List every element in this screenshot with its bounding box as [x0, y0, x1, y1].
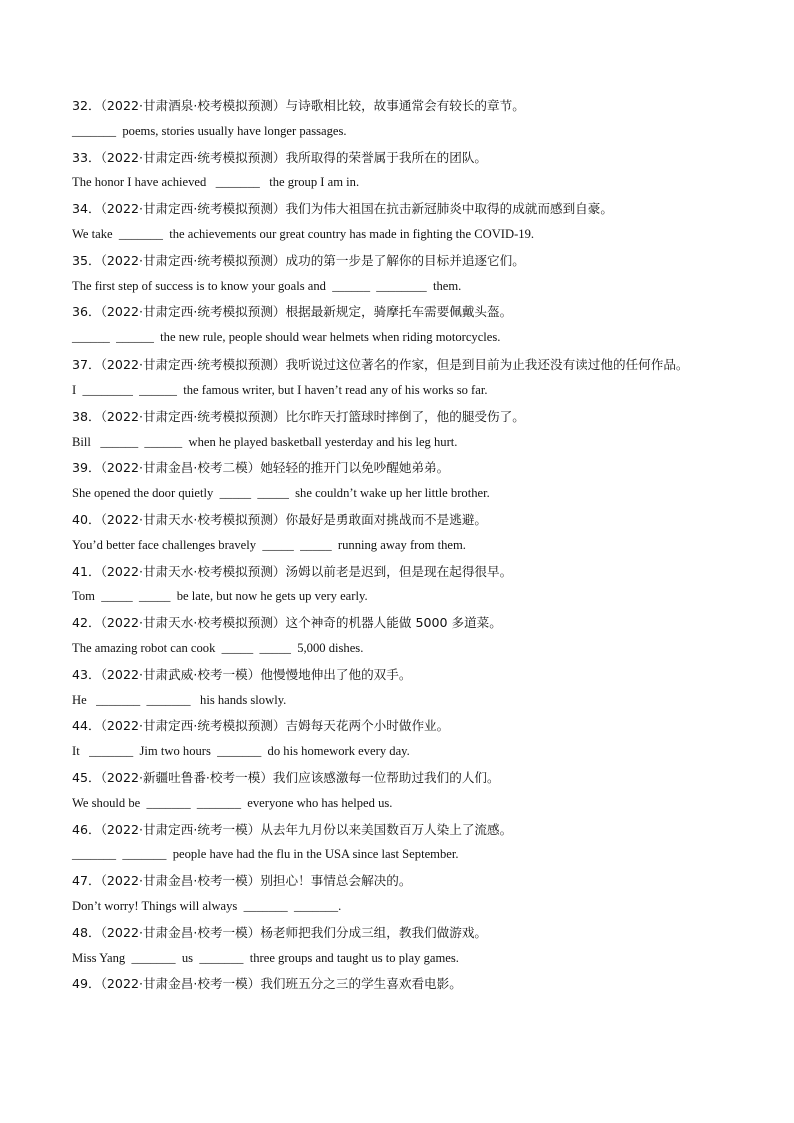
question-list — [72, 93, 728, 997]
question-43 — [72, 662, 728, 714]
question-chinese: 32．（2022·甘肃酒泉·校考模拟预测）与诗歌相比较，故事通常会有较长的章节。 — [72, 98, 525, 113]
question-chinese: 36．（2022·甘肃定西·统考模拟预测）根据最新规定，骑摩托车需要佩戴头盔。 — [72, 304, 513, 320]
question-32 — [72, 93, 728, 145]
question-chinese: 44．（2022·甘肃定西·统考模拟预测）吉姆每天花两个小时做作业。 — [72, 718, 450, 734]
question-38 — [72, 404, 728, 456]
question-english: The first step of success is to know your goals and ______ ________ them. — [72, 278, 462, 293]
question-chinese: 47．（2022·甘肃金昌·校考一模）别担心！事情总会解决的。 — [72, 873, 412, 889]
question-english: I ________ ______ the famous writer, but I haven’t read any of his works so far. — [72, 382, 488, 397]
question-42 — [72, 610, 728, 662]
question-english: Miss Yang _______ us _______ three groups and taught us to play games. — [72, 950, 459, 965]
question-english: ______ ______ the new rule, people should wear helmets when riding motorcycles. — [72, 330, 501, 345]
question-english: She opened the door quietly _____ _____ she couldn’t wake up her little brother. — [72, 486, 490, 501]
question-45 — [72, 765, 728, 817]
question-33 — [72, 145, 728, 197]
question-english: The amazing robot can cook _____ _____ 5,000 dishes. — [72, 640, 364, 655]
question-english: It _______ Jim two hours _______ do his homework every day. — [72, 744, 410, 759]
question-40 — [72, 507, 728, 559]
question-41 — [72, 559, 728, 611]
question-english: _______ _______ people have had the flu in the USA since last September. — [72, 847, 459, 862]
question-39 — [72, 455, 728, 507]
question-english: Don’t worry! Things will always _______ _______. — [72, 898, 342, 913]
question-chinese: 35．（2022·甘肃定西·统考模拟预测）成功的第一步是了解你的目标并追逐它们。 — [72, 252, 525, 268]
question-37 — [72, 351, 728, 404]
question-english: We should be _______ _______ everyone who has helped us. — [72, 795, 393, 810]
question-46 — [72, 817, 728, 869]
question-36 — [72, 299, 728, 351]
question-english: Tom _____ _____ be late, but now he gets up very early. — [72, 589, 368, 604]
question-chinese: 39．（2022·甘肃金昌·校考二模）她轻轻的推开门以免吵醒她弟弟。 — [72, 460, 450, 476]
question-48 — [72, 920, 728, 972]
question-chinese: 41．（2022·甘肃天水·校考模拟预测）汤姆以前老是迟到，但是现在起得很早。 — [72, 563, 513, 579]
question-chinese: 37．（2022·甘肃定西·统考模拟预测）我听说过这位著名的作家，但是到目前为止我还没有读过他的任何作品。 — [72, 356, 689, 372]
question-chinese: 46．（2022·甘肃定西·统考一模）从去年九月份以来美国数百万人染上了流感。 — [72, 821, 513, 837]
question-chinese: 43．（2022·甘肃武威·校考一模）他慢慢地伸出了他的双手。 — [72, 666, 412, 682]
question-chinese: 49．（2022·甘肃金昌·校考一模）我们班五分之三的学生喜欢看电影。 — [72, 976, 462, 992]
question-english: Bill ______ ______ when he played basketball yesterday and his leg hurt. — [72, 434, 458, 449]
question-english: You’d better face challenges bravely _____ _____ running away from them. — [72, 537, 466, 552]
question-chinese: 40．（2022·甘肃天水·校考模拟预测）你最好是勇敢面对挑战而不是逃避。 — [72, 511, 488, 527]
question-english: The honor I have achieved _______ the group I am in. — [72, 175, 360, 190]
question-49 — [72, 971, 728, 997]
question-english: _______ poems, stories usually have longer passages. — [72, 123, 347, 138]
question-44 — [72, 713, 728, 765]
question-english: We take _______ the achievements our great country has made in fighting the COVID-19. — [72, 226, 535, 241]
question-chinese: 45．（2022·新疆吐鲁番·校考一模）我们应该感激每一位帮助过我们的人们。 — [72, 769, 500, 785]
question-34 — [72, 196, 728, 248]
question-chinese: 34．（2022·甘肃定西·统考模拟预测）我们为伟大祖国在抗击新冠肺炎中取得的成就而感到自豪。 — [72, 201, 613, 217]
question-35 — [72, 248, 728, 300]
question-chinese: 42．（2022·甘肃天水·校考模拟预测）这个神奇的机器人能做 5000 多道菜。 — [72, 615, 502, 631]
question-47 — [72, 868, 728, 920]
question-chinese: 38．（2022·甘肃定西·统考模拟预测）比尔昨天打篮球时摔倒了，他的腿受伤了。 — [72, 408, 525, 424]
question-chinese: 48．（2022·甘肃金昌·校考一模）杨老师把我们分成三组，教我们做游戏。 — [72, 924, 488, 940]
question-english: He _______ _______ his hands slowly. — [72, 692, 287, 707]
question-chinese: 33．（2022·甘肃定西·统考模拟预测）我所取得的荣誉属于我所在的团队。 — [72, 149, 488, 165]
